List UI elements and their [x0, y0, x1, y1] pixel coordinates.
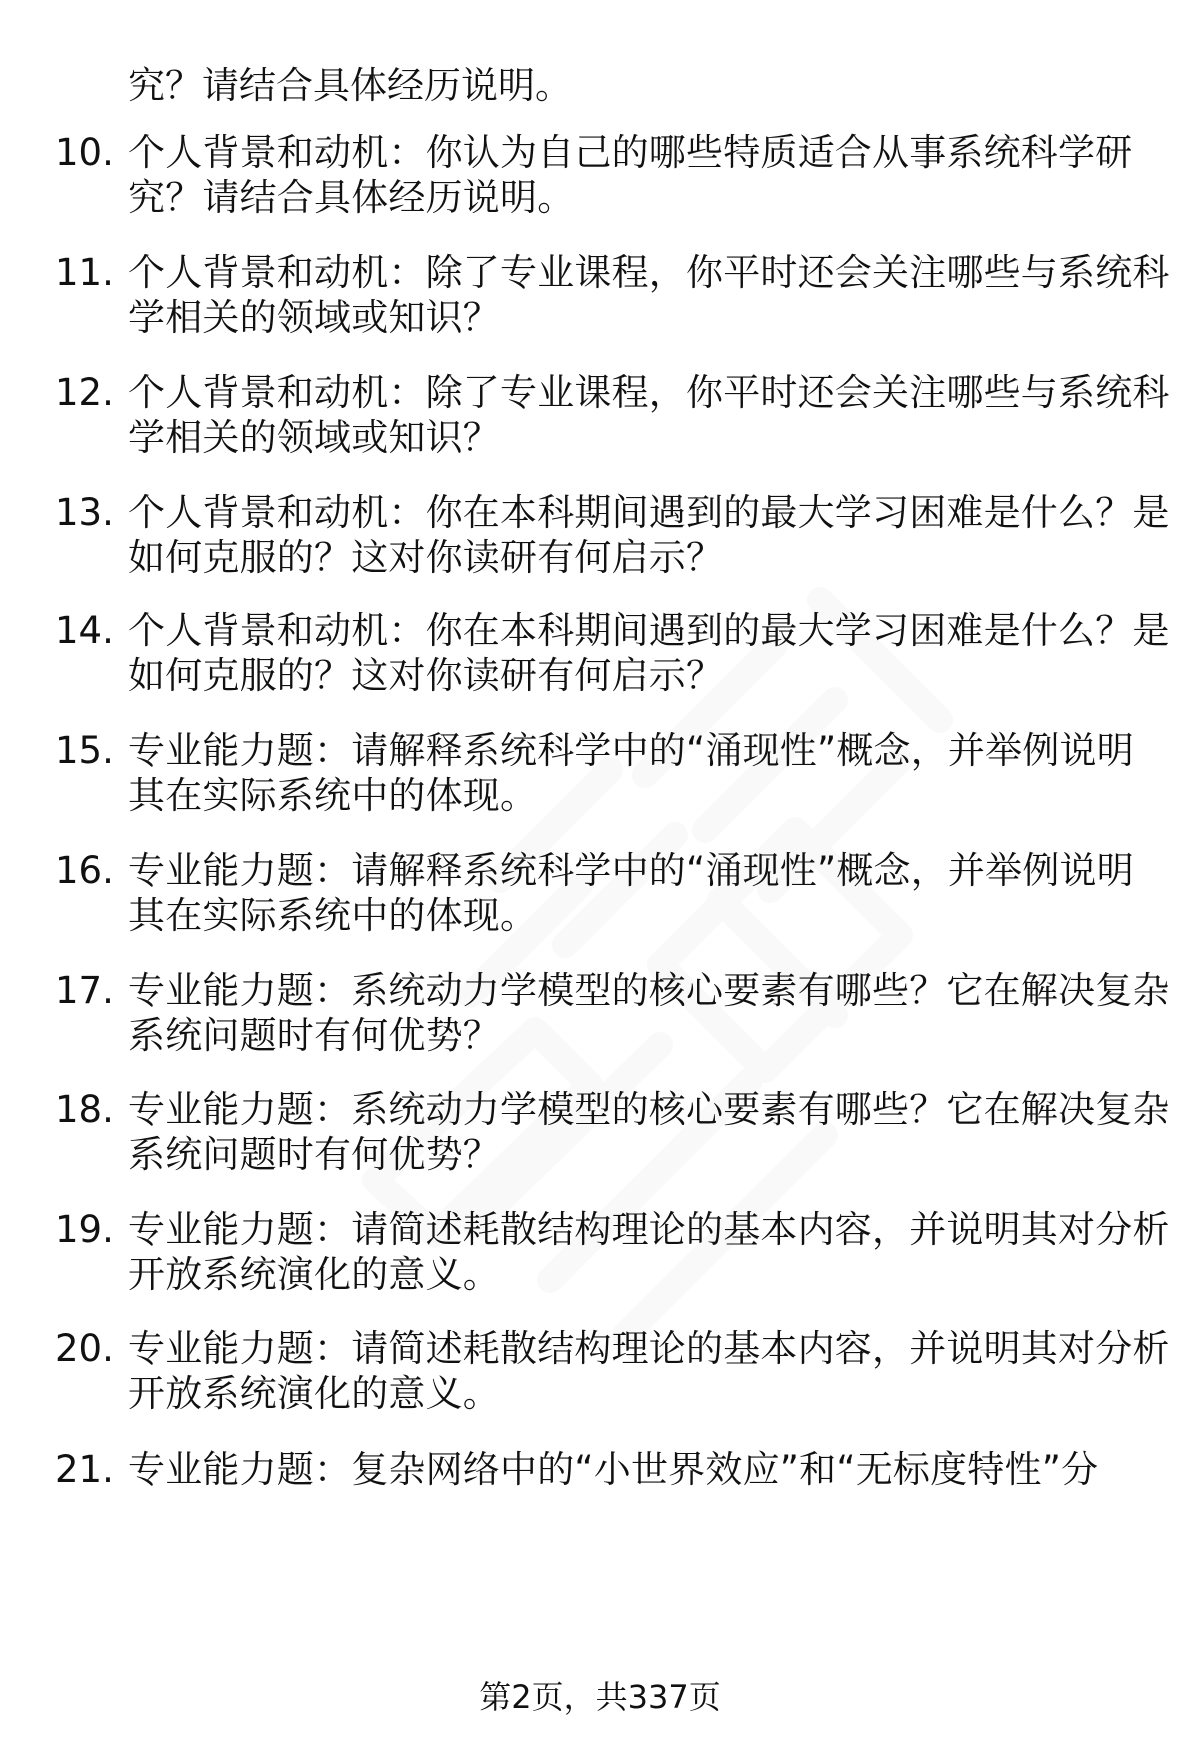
question-text-line: 其在实际系统中的体现。	[128, 774, 538, 817]
question-number: 10.	[55, 131, 114, 174]
question-number: 16.	[55, 849, 114, 892]
question-text-line: 个人背景和动机：你在本科期间遇到的最大学习困难是什么？是	[128, 609, 1170, 652]
question-number: 19.	[55, 1208, 114, 1251]
question-text-line: 专业能力题：系统动力学模型的核心要素有哪些？它在解决复杂	[128, 969, 1170, 1012]
question-text-line: 如何克服的？这对你读研有何启示？	[128, 654, 724, 697]
question-text-line: 专业能力题：复杂网络中的“小世界效应”和“无标度特性”分	[128, 1448, 1099, 1491]
question-number: 12.	[55, 371, 114, 414]
question-text-line: 如何克服的？这对你读研有何启示？	[128, 536, 724, 579]
question-continuation-text: 究？请结合具体经历说明。	[128, 64, 572, 107]
question-number: 18.	[55, 1088, 114, 1131]
question-number: 21.	[55, 1448, 114, 1491]
question-text-line: 个人背景和动机：除了专业课程，你平时还会关注哪些与系统科	[128, 371, 1170, 414]
question-text-line: 开放系统演化的意义。	[128, 1372, 500, 1415]
question-text-line: 开放系统演化的意义。	[128, 1253, 500, 1296]
question-text-line: 系统问题时有何优势？	[128, 1133, 500, 1176]
question-text-line: 专业能力题：请简述耗散结构理论的基本内容，并说明其对分析	[128, 1327, 1170, 1370]
question-number: 17.	[55, 969, 114, 1012]
question-text-line: 专业能力题：请简述耗散结构理论的基本内容，并说明其对分析	[128, 1208, 1170, 1251]
question-text-line: 专业能力题：请解释系统科学中的“涌现性”概念，并举例说明	[128, 729, 1134, 772]
question-text-line: 学相关的领域或知识？	[128, 296, 500, 339]
question-text-line: 究？请结合具体经历说明。	[128, 176, 575, 219]
question-text-line: 个人背景和动机：除了专业课程，你平时还会关注哪些与系统科	[128, 251, 1170, 294]
question-number: 20.	[55, 1327, 114, 1370]
question-text-line: 系统问题时有何优势？	[128, 1014, 500, 1057]
question-number: 13.	[55, 491, 114, 534]
question-text-line: 专业能力题：请解释系统科学中的“涌现性”概念，并举例说明	[128, 849, 1134, 892]
question-text-line: 个人背景和动机：你在本科期间遇到的最大学习困难是什么？是	[128, 491, 1170, 534]
question-text-line: 学相关的领域或知识？	[128, 416, 500, 459]
question-number: 14.	[55, 609, 114, 652]
page-footer: 第2页，共337页	[479, 1678, 721, 1716]
question-text-line: 个人背景和动机：你认为自己的哪些特质适合从事系统科学研	[128, 131, 1133, 174]
question-number: 15.	[55, 729, 114, 772]
question-number: 11.	[55, 251, 114, 294]
question-text-line: 其在实际系统中的体现。	[128, 894, 538, 937]
question-text-line: 专业能力题：系统动力学模型的核心要素有哪些？它在解决复杂	[128, 1088, 1170, 1131]
